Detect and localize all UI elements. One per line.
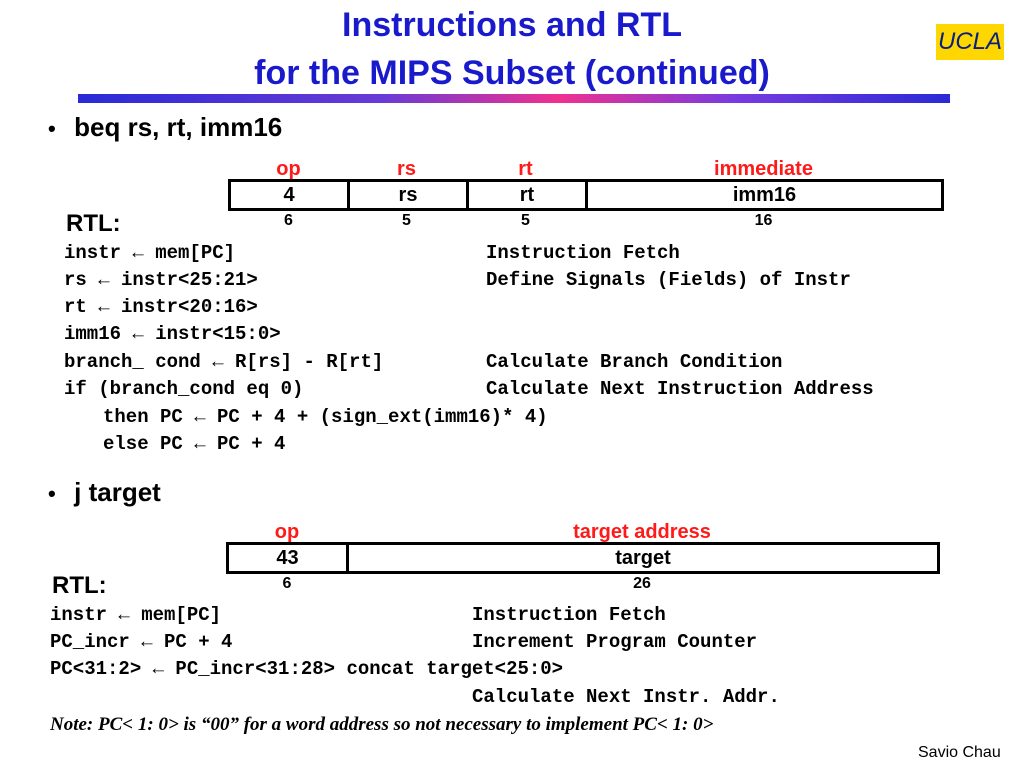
rtl-code-line: imm16 ← instr<15:0> [64, 323, 281, 345]
field-bits-immediate: 16 [754, 212, 773, 229]
rtl-heading-j: RTL: [52, 572, 107, 599]
rtl-code-line: if (branch_cond eq 0) [64, 378, 304, 400]
field-head-rs: rs [397, 158, 416, 180]
rtl-code-line: instr ← mem[PC] [64, 242, 236, 264]
field-value-rt: rt [469, 182, 588, 208]
bullet-dot-icon: • [48, 116, 56, 141]
field-head-rt: rt [518, 158, 533, 180]
rtl-code-line: PC<31:2> ← PC_incr<31:28> concat target<25:0> [50, 658, 564, 680]
rtl-comment: Calculate Next Instruction Address [486, 378, 874, 400]
rtl-comment: Instruction Fetch [486, 242, 680, 264]
field-value-op: 4 [231, 182, 350, 208]
field-bits-rs: 5 [402, 212, 411, 229]
field-value-rs: rs [350, 182, 469, 208]
bullet-j [48, 477, 161, 508]
rtl-code-line: rt ← instr<20:16> [64, 296, 258, 318]
rtl-code-line: branch_ cond ← R[rs] - R[rt] [64, 351, 384, 373]
rtl-code-line: rs ← instr<25:21> [64, 269, 258, 291]
field-head-target-address: target address [573, 521, 711, 543]
bullet-j-text: j target [74, 477, 161, 507]
field-value-target: target [615, 546, 671, 569]
j-format-box [226, 542, 940, 574]
field-bits-op: 6 [284, 212, 293, 229]
footnote: Note: PC< 1: 0> is “00” for a word address so not necessary to implement PC< 1: 0> [50, 714, 714, 735]
rtl-comment: Calculate Next Instr. Addr. [472, 686, 780, 708]
rtl-heading-beq: RTL: [66, 210, 121, 237]
rtl-code-line: PC_incr ← PC + 4 [50, 631, 233, 653]
rtl-code-line: instr ← mem[PC] [50, 604, 222, 626]
field-value-op: 43 [229, 545, 349, 571]
ucla-logo: UCLA [936, 24, 1004, 60]
rtl-comment: Instruction Fetch [472, 604, 666, 626]
rtl-code-line: then PC ← PC + 4 + (sign_ext(imm16)* 4) [103, 406, 548, 428]
beq-format-box [228, 179, 944, 211]
title-divider [78, 94, 950, 103]
field-bits-rt: 5 [521, 212, 530, 229]
rtl-comment: Define Signals (Fields) of Instr [486, 269, 851, 291]
slide-title-line2: for the MIPS Subset (continued) [254, 54, 770, 92]
bullet-beq-text: beq rs, rt, imm16 [74, 112, 283, 142]
bullet-dot-icon: • [48, 481, 56, 506]
author-credit: Savio Chau [918, 744, 1001, 761]
bullet-beq [48, 112, 282, 143]
field-value-imm16: imm16 [732, 183, 797, 206]
slide-title-line1: Instructions and RTL [342, 6, 682, 44]
rtl-comment: Calculate Branch Condition [486, 351, 783, 373]
field-bits-op: 6 [282, 575, 292, 592]
rtl-comment: Increment Program Counter [472, 631, 758, 653]
field-bits-target: 26 [633, 575, 651, 592]
field-head-op: op [276, 158, 301, 180]
field-head-immediate: immediate [714, 158, 813, 180]
field-head-op: op [274, 521, 300, 543]
rtl-code-line: else PC ← PC + 4 [103, 433, 286, 455]
